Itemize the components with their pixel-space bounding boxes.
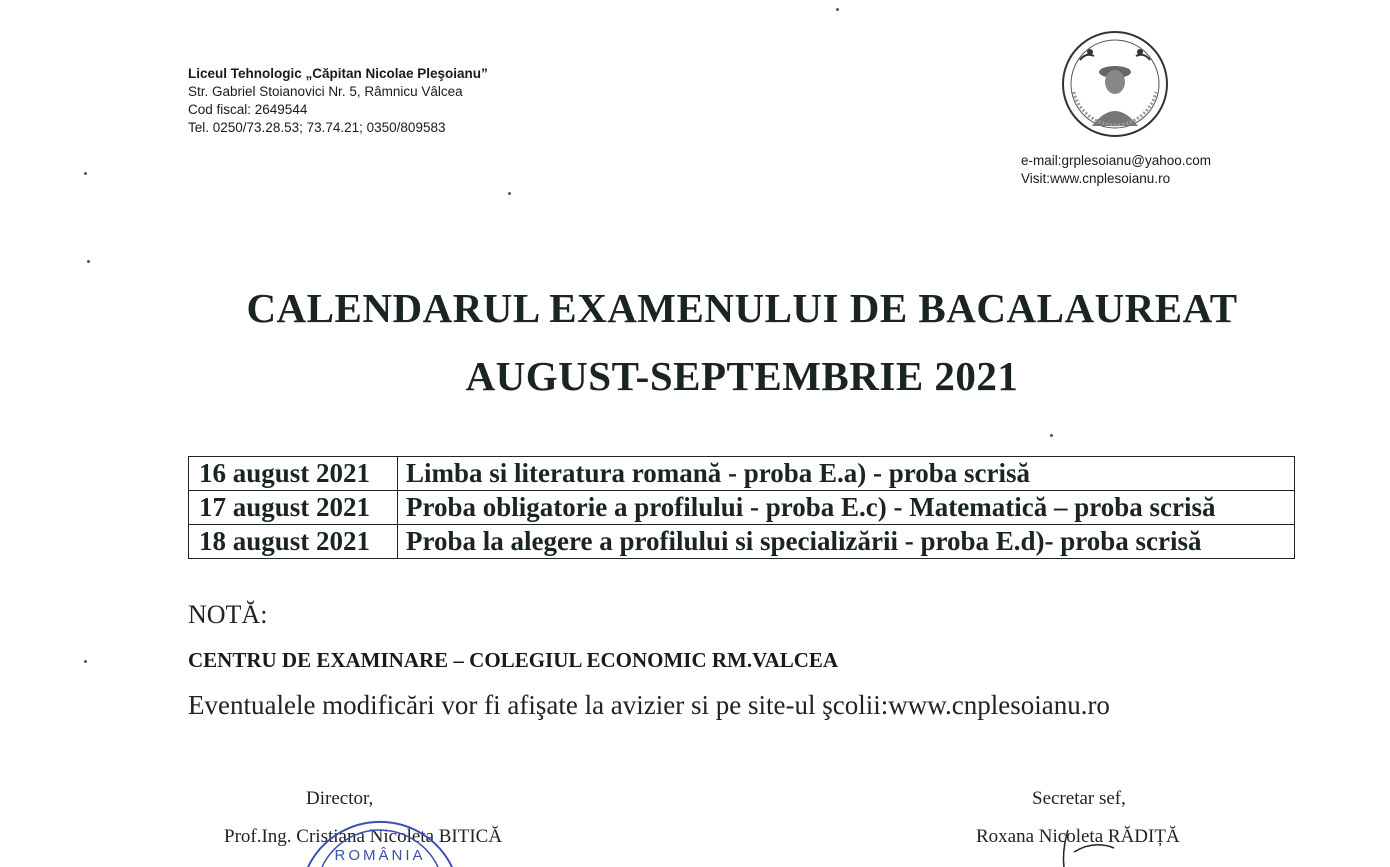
scan-speck	[508, 192, 511, 195]
exam-date: 17 august 2021	[189, 491, 398, 525]
fiscal-code: Cod fiscal: 2649544	[188, 102, 308, 117]
note-label: NOTĂ:	[188, 600, 268, 629]
document-title: CALENDARUL EXAMENULUI DE BACALAUREAT	[246, 285, 1238, 331]
official-stamp-icon	[300, 820, 460, 867]
document-subtitle: AUGUST-SEPTEMBRIE 2021	[465, 353, 1019, 399]
secretary-name: Roxana Nicoleta RĂDIȚĂ	[976, 826, 1180, 847]
website-link: Visit:www.cnplesoianu.ro	[1021, 171, 1171, 186]
changes-notice: Eventualele modificări vor fi afişate la avizier si pe site-ul şcolii:www.cnplesoianu.ro	[188, 690, 1110, 720]
school-address: Str. Gabriel Stoianovici Nr. 5, Râmnicu Vâlcea	[188, 84, 463, 99]
contact-info	[1021, 152, 1211, 188]
director-title: Director,	[306, 788, 374, 809]
school-logo-icon	[1060, 30, 1170, 138]
exam-date: 18 august 2021	[189, 525, 398, 559]
svg-text:ROMÂNIA: ROMÂNIA	[334, 847, 426, 864]
scan-speck	[1050, 434, 1053, 437]
exam-description: Limba si literatura romană - proba E.a) - proba scrisă	[398, 457, 1295, 491]
scan-speck	[836, 8, 839, 11]
exam-date: 16 august 2021	[189, 457, 398, 491]
scan-speck	[84, 660, 87, 663]
phone-numbers: Tel. 0250/73.28.53; 73.74.21; 0350/809583	[188, 120, 446, 135]
exam-description: Proba la alegere a profilului si specializării - proba E.d)- proba scrisă	[398, 525, 1295, 559]
scan-speck	[87, 260, 90, 263]
school-name: Liceul Tehnologic „Căpitan Nicolae Pleşoianu”	[188, 66, 488, 81]
school-header	[188, 65, 488, 137]
secretary-title: Secretar sef,	[1032, 788, 1126, 809]
exam-description: Proba obligatorie a profilului - proba E.c) - Matematică – proba scrisă	[398, 491, 1295, 525]
table-row	[189, 491, 1295, 525]
table-row	[189, 525, 1295, 559]
table-row	[189, 457, 1295, 491]
scan-speck	[84, 172, 87, 175]
email-address: e-mail:grplesoianu@yahoo.com	[1021, 153, 1212, 168]
director-name: Prof.Ing. Cristiana Nicoleta BITICĂ	[224, 826, 503, 847]
signature-icon	[1040, 830, 1130, 867]
exam-schedule-table	[188, 456, 1295, 559]
exam-center: CENTRU DE EXAMINARE – COLEGIUL ECONOMIC RM.VALCEA	[188, 648, 839, 672]
